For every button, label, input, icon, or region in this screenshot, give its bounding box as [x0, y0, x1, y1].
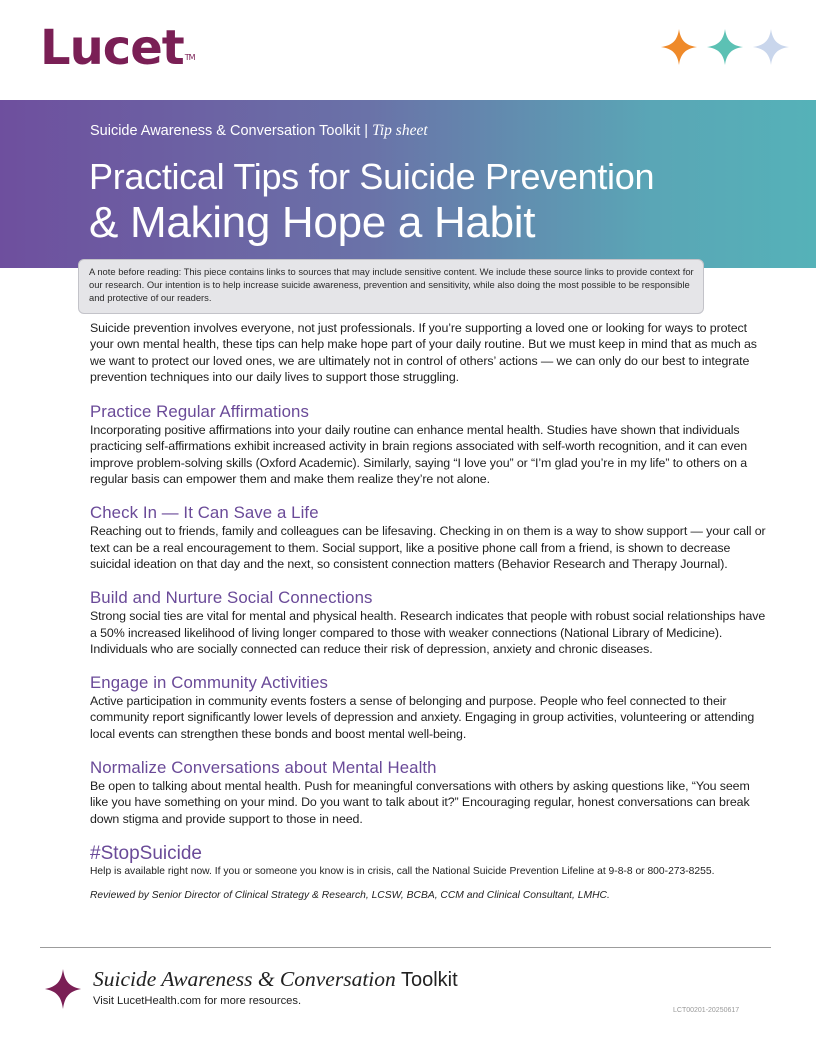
section-body: Incorporating positive affirmations into your daily routine can enhance mental health. Studies have shown that individuals practicing self-affirmations exhibit increased activity in brain regions associated with self-worth recognition, and it can even improve problem-solving skills (Oxford Academic). Similarly, saying “I love you” or “I’m glad you’re in my life” to others on a regular basis can empower them and make them realize they’re not alone.: [90, 423, 748, 487]
section-heading: Check In — It Can Save a Life: [90, 503, 319, 523]
section-normalize-conversations: [90, 758, 770, 827]
section-heading: Engage in Community Activities: [90, 673, 329, 693]
main-content: [90, 320, 770, 903]
section-check-in: [90, 503, 770, 572]
sparkle-star-icon: [44, 968, 82, 1010]
section-body: Be open to talking about mental health. Push for meaningful conversations with others by asking questions like, “You seem like you have something on your mind. Do you want to talk about it?” Encouraging regular, honest conversations can break down stigma and provide support to those in need.: [90, 779, 750, 826]
toolkit-kicker: Suicide Awareness & Conversation Toolkit | Tip sheet: [90, 122, 428, 139]
reviewed-by: Reviewed by Senior Director of Clinical Strategy & Research, LCSW, BCBA, CCM and Clinical Consultant, LMHC.: [90, 889, 610, 901]
page-title-line1: Practical Tips for Suicide Prevention: [89, 156, 655, 197]
lucet-logo: Lucet™: [40, 20, 195, 76]
section-body: Strong social ties are vital for mental and physical health. Research indicates that people with robust social relationships have a 50% increased likelihood of living longer compared to those with weaker connections (National Library of Medicine). Individuals who are socially connected can reduce their risk of depression, anxiety and chronic diseases.: [90, 609, 766, 656]
section-affirmations: [90, 402, 770, 487]
trademark: TM: [184, 53, 195, 62]
section-social-connections: [90, 588, 770, 657]
intro-paragraph: Suicide prevention involves everyone, not just professionals. If you’re supporting a loved one or looking for ways to protect your own mental health, these tips can help make hope part of your daily routine. But we must keep in mind that as much as we want to protect our loved ones, we are ultimately not in control of others’ actions — we can only do our best to integrate prevention techniques into our daily lives to support those struggling.: [90, 321, 757, 384]
title-banner: [0, 100, 816, 268]
footer-toolkit-title: Suicide Awareness & Conversation Toolkit: [93, 967, 458, 991]
footer-visit-link[interactable]: Visit LucetHealth.com for more resources.: [93, 995, 302, 1007]
content-note: A note before reading: This piece contains links to sources that may include sensitive content. We include these source links to provide context for our research. Our intention is to help increase suicide awareness, prevention and sensitivity, while also doing the most possible to be responsible and protective of our readers.: [78, 259, 704, 314]
section-heading: Practice Regular Affirmations: [90, 402, 309, 422]
footer-divider: [40, 947, 771, 948]
section-body: Active participation in community events fosters a sense of belonging and purpose. People who feel connected to their community report significantly lower levels of depression and anxiety. Engaging in group activities, volunteering or attending local events can strengthen these bonds and boost mental well-being.: [90, 694, 755, 741]
teal-sparkle-icon: [706, 28, 744, 66]
hashtag: #StopSuicide: [90, 842, 202, 864]
tip-sheet-label: Tip sheet: [372, 122, 428, 139]
orange-sparkle-icon: [660, 28, 698, 66]
section-heading: Normalize Conversations about Mental Health: [90, 758, 437, 778]
light-blue-sparkle-icon: [752, 28, 790, 66]
brand-stars: [660, 28, 790, 66]
document-code: LCT00201-20250617: [673, 1007, 740, 1014]
section-community: [90, 673, 770, 742]
crisis-help-text: Help is available right now. If you or someone you know is in crisis, call the National Suicide Prevention Lifeline at 9-8-8 or 800-273-8255.: [90, 865, 715, 877]
section-heading: Build and Nurture Social Connections: [90, 588, 373, 608]
section-body: Reaching out to friends, family and colleagues can be lifesaving. Checking in on them is a way to show support — your call or text can be a real encouragement to them. Social support, like a positive phone call from a friend, is shown to decrease suicidal ideation on that day and the next, so consistent connection matters (Behavior Research and Therapy Journal).: [90, 524, 766, 571]
page-title-line2: & Making Hope a Habit: [89, 198, 536, 247]
